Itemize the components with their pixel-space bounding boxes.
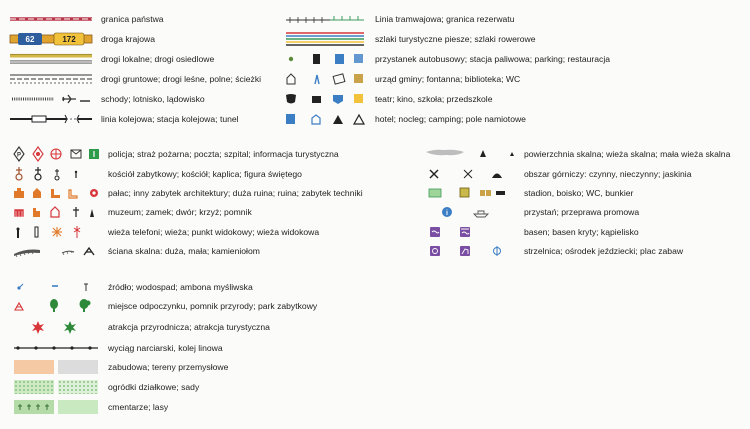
sports-field-icon	[460, 188, 469, 197]
legend-row-museum	[14, 205, 394, 219]
legend-label: drogi lokalne; drogi osiedlowe	[101, 54, 215, 64]
church-icon	[35, 167, 41, 180]
cemetery-forest-areas	[14, 400, 100, 414]
inactive-mine-icon	[464, 170, 472, 178]
legend-row-rock-wall	[14, 244, 394, 258]
legend-row-trails	[286, 32, 726, 46]
ferry-icon	[474, 211, 488, 217]
legend-row-theatre	[286, 92, 726, 106]
chapel-icon	[55, 169, 59, 180]
legend-row-pool	[426, 225, 736, 239]
allotments-orchards-areas	[14, 380, 100, 394]
legend-row-local-roads	[10, 52, 250, 66]
accommodation-icon	[312, 115, 320, 124]
legend-label: ogródki działkowe; sady	[108, 382, 200, 392]
legend-row-mining	[426, 167, 736, 181]
legend-label: przystanek autobusowy; stacja paliwowa; parking; restauracja	[375, 54, 611, 64]
historic-park-icon	[80, 299, 91, 312]
legend-label: teatr; kino, szkoła; przedszkole	[375, 94, 493, 104]
large-ruin-icon	[51, 189, 60, 198]
manor-icon	[51, 207, 59, 217]
hotel-icon	[286, 114, 295, 124]
railway-station-icon	[32, 116, 46, 122]
legend-label: stadion, boisko; WC, bunkier	[524, 188, 634, 198]
bus-stop-icon	[289, 57, 293, 61]
historic-church-icon	[16, 167, 22, 180]
hotel-camping-icons	[286, 112, 364, 126]
dirt-roads-symbol	[10, 72, 92, 86]
legend-row-tram	[286, 12, 726, 26]
viewpoint-icon	[52, 227, 62, 237]
ruin-icon	[69, 190, 77, 198]
legend-row-marina	[426, 205, 736, 219]
legend-label: linia kolejowa; stacja kolejowa; tunel	[101, 114, 239, 124]
kindergarten-icon	[354, 94, 363, 103]
legend-row-rest	[14, 299, 394, 313]
legend-label: basen; basen kryty; kąpielisko	[524, 227, 639, 237]
town-hall-icon	[287, 74, 295, 84]
legend-row-spring	[14, 280, 394, 294]
small-rock-tower-icon	[510, 152, 514, 156]
legend-label: wyciąg narciarski, kolej linowa	[108, 343, 223, 353]
legend-label: schody; lotnisko, lądowisko	[101, 94, 205, 104]
pool-icons	[426, 225, 516, 239]
legend-row-dirt-roads	[10, 72, 262, 86]
parking-icon	[335, 54, 344, 64]
theatre-icon	[286, 94, 296, 104]
theatre-cinema-school-icons	[286, 92, 364, 106]
legend-label: ściana skalna: duża, mała; kamieniołom	[108, 246, 260, 256]
local-roads-symbol	[10, 52, 92, 66]
fuel-station-icon	[313, 54, 320, 64]
spring-waterfall-hide-icons	[14, 280, 100, 294]
road-number-172: 172	[62, 35, 76, 44]
tent-field-icon	[354, 115, 364, 124]
legend-row-railway	[10, 112, 250, 126]
telecom-tower-icon	[17, 228, 20, 239]
tram-reserve-symbol	[286, 12, 364, 26]
wc-icon-small	[480, 190, 485, 196]
legend-row-national-road	[10, 32, 250, 46]
architecture-monument-icon	[33, 188, 41, 198]
rock-tower-icon	[480, 150, 486, 157]
active-mine-icon	[430, 170, 438, 178]
tourist-attraction-icon	[64, 321, 76, 334]
legend-label: przystań; przeprawa promowa	[524, 207, 640, 217]
legend-label: strzelnica; ośrodek jeździecki; plac zabaw	[524, 246, 684, 256]
railway-symbol	[10, 112, 92, 126]
library-icon	[333, 74, 345, 84]
stairs-airport-symbol	[10, 92, 92, 106]
legend-label: miejsce odpoczynku, pomnik przyrody; park zabytkowy	[108, 301, 318, 311]
rock-wall-quarry-icons	[14, 244, 100, 258]
rock-surface-symbols	[426, 147, 516, 161]
restaurant-icon	[354, 54, 363, 63]
wc-icon	[354, 74, 363, 83]
legend-row-town-hall	[286, 72, 726, 86]
tower-icon	[35, 227, 38, 237]
legend-row-ski-lift	[14, 341, 394, 355]
cave-icon	[492, 174, 502, 179]
rock-surface-patch	[426, 150, 464, 155]
legend-row-hotel	[286, 112, 726, 126]
police-fire-post-hospital-info-icons	[14, 147, 100, 161]
town-hall-fountain-library-wc-icons	[286, 72, 364, 86]
saint-figure-icon	[75, 171, 77, 178]
legend-row-stairs-airport	[10, 92, 250, 106]
ski-lift-symbol	[14, 341, 100, 355]
large-rock-wall-icon	[14, 250, 40, 257]
quarry-icon	[84, 248, 94, 255]
state-border-symbol	[10, 12, 92, 26]
cinema-icon	[312, 96, 321, 103]
legend-label: muzeum; zamek; dwór; krzyż; pomnik	[108, 207, 252, 217]
wayside-cross-icon	[73, 207, 79, 217]
riding-center-icon	[460, 246, 470, 256]
legend-row-rock-surface	[426, 147, 736, 161]
legend-row-attraction	[14, 320, 394, 334]
shooting-range-icon	[430, 246, 440, 256]
mining-cave-icons	[426, 167, 516, 181]
svg-text:P: P	[16, 152, 22, 159]
legend-row-church	[14, 167, 394, 181]
svg-text:I: I	[92, 150, 96, 159]
legend-label: droga krajowa	[101, 34, 155, 44]
palace-monument-icons	[14, 186, 100, 200]
trails-symbol	[286, 32, 364, 46]
national-road-symbol	[10, 32, 92, 46]
built-up-industrial-areas	[14, 360, 100, 374]
hunting-stand-icon	[84, 284, 88, 291]
bunker-icon	[496, 191, 505, 195]
legend-label: szlaki turystyczne piesze; szlaki rowerowe	[375, 34, 536, 44]
legend-row-towers	[14, 225, 394, 239]
palace-icon	[14, 188, 24, 198]
legend-row-palace	[14, 186, 394, 200]
legend-label: hotel; nocleg; camping; pole namiotowe	[375, 114, 526, 124]
marina-ferry-icons	[426, 205, 516, 219]
legend-label: policja; straż pożarna; poczta; szpital; informacja turystyczna	[108, 149, 339, 159]
legend-row-stadium	[426, 186, 736, 200]
stadium-wc-bunker-icons	[426, 186, 516, 200]
natural-attraction-icon	[32, 321, 44, 334]
forest-swatch	[58, 400, 98, 414]
camping-icon	[333, 115, 343, 124]
road-number-62: 62	[25, 35, 35, 44]
legend-row-border	[10, 12, 250, 26]
airplane-icon	[62, 95, 76, 103]
legend-row-shooting	[426, 244, 736, 258]
legend-row-built-up	[14, 360, 394, 374]
svg-text:i: i	[446, 210, 448, 217]
school-icon	[333, 95, 343, 104]
technical-monument-icon	[90, 189, 98, 197]
bus-fuel-parking-restaurant-icons	[286, 52, 364, 66]
fountain-icon	[315, 75, 319, 84]
attraction-icons	[14, 320, 100, 334]
legend-label: drogi gruntowe; drogi leśne, polne; ścieżki	[101, 74, 262, 84]
legend-label: pałac; inny zabytek architektury; duża ruina; ruina; zabytek techniki	[108, 188, 363, 198]
legend-label: atrakcja przyrodnicza; atrakcja turystyczna	[108, 322, 270, 332]
legend-row-bus-fuel	[286, 52, 726, 66]
legend-label: powierzchnia skalna; wieża skalna; mała wieża skalna	[524, 149, 731, 159]
monument-icon	[90, 209, 94, 217]
shooting-riding-playground-icons	[426, 244, 516, 258]
legend-label: granica państwa	[101, 14, 164, 24]
rest-place-icon	[15, 303, 23, 310]
legend-label: zabudowa; tereny przemysłowe	[108, 362, 229, 372]
reserve-border-ticks	[330, 16, 364, 20]
museum-icon	[14, 209, 24, 217]
stadium-icon	[429, 189, 441, 197]
castle-icon	[33, 208, 40, 217]
legend-row-police	[14, 147, 394, 161]
church-chapel-icons	[14, 167, 100, 181]
playground-icon	[494, 246, 501, 256]
legend-label: obszar górniczy: czynny, nieczynny; jaskinia	[524, 169, 692, 179]
industrial-area-swatch	[58, 360, 98, 374]
legend-label: Linia tramwajowa; granica rezerwatu	[375, 14, 515, 24]
spring-icon	[17, 284, 23, 290]
legend-row-allotments	[14, 380, 394, 394]
tower-viewpoint-icons	[14, 225, 100, 239]
natural-monument-icon	[50, 299, 58, 312]
legend-label: kościół zabytkowy; kościół; kaplica; figura świętego	[108, 169, 302, 179]
legend-label: wieża telefoni; wieża; punkt widokowy; wieża widokowa	[108, 227, 320, 237]
rest-nature-park-icons	[14, 299, 100, 313]
legend-label: urząd gminy; fontanna; biblioteka; WC	[375, 74, 521, 84]
legend-label: źródło; wodospad; ambona myśliwska	[108, 282, 253, 292]
legend-label: cmentarze; lasy	[108, 402, 169, 412]
observation-tower-icon	[74, 226, 80, 238]
museum-castle-icons	[14, 205, 100, 219]
legend-row-cemetery	[14, 400, 394, 414]
built-up-area-swatch	[14, 360, 54, 374]
